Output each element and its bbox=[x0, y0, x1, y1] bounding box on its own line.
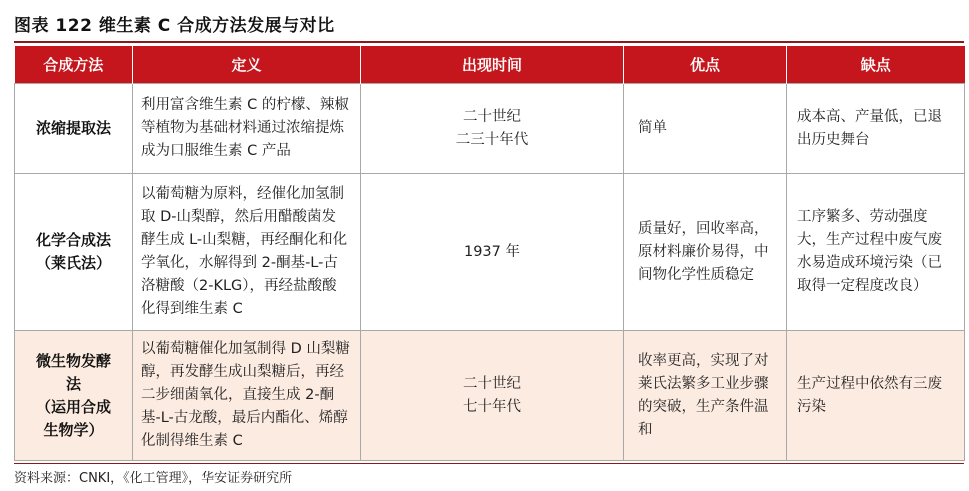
pros-cell: 收率更高，实现了对莱氏法繁多工业步骤的突破，生产条件温和 bbox=[624, 331, 787, 461]
header-definition: 定义 bbox=[133, 46, 361, 84]
pros-cell: 质量好，回收率高，原材料廉价易得，中间物化学性质稳定 bbox=[624, 174, 787, 331]
cons-cell: 成本高、产量低，已退出历史舞台 bbox=[787, 84, 965, 174]
comparison-table bbox=[14, 46, 965, 461]
pros-cell: 简单 bbox=[624, 84, 787, 174]
method-cell bbox=[15, 174, 133, 331]
time-line: 二十世纪 bbox=[463, 108, 521, 125]
table-row bbox=[15, 84, 965, 174]
title-divider bbox=[14, 41, 964, 43]
figure-title: 图表 122 维生素 C 合成方法发展与对比 bbox=[14, 16, 335, 36]
method-line: 法 bbox=[65, 374, 81, 393]
header-time: 出现时间 bbox=[361, 46, 624, 84]
time-cell bbox=[361, 84, 624, 174]
method-line: 微生物发酵 bbox=[35, 351, 111, 370]
cons-cell: 工序繁多、劳动强度大，生产过程中废气废水易造成环境污染（已取得一定程度改良） bbox=[787, 174, 965, 331]
time-line: 二三十年代 bbox=[455, 131, 529, 148]
method-line: 化学合成法 bbox=[35, 231, 111, 249]
time-line: 二十世纪 bbox=[463, 375, 521, 392]
time-line: 1937 年 bbox=[463, 243, 520, 260]
table-row bbox=[15, 174, 965, 331]
time-cell bbox=[361, 174, 624, 331]
source-note: 资料来源：CNKI，《化工管理》，华安证券研究所 bbox=[14, 463, 964, 486]
header-method: 合成方法 bbox=[15, 46, 133, 84]
cons-cell: 生产过程中依然有三废污染 bbox=[787, 331, 965, 461]
header-pros: 优点 bbox=[624, 46, 787, 84]
method-line: （运用合成 bbox=[35, 397, 111, 416]
method-cell bbox=[15, 84, 133, 174]
method-cell bbox=[15, 331, 133, 461]
definition-cell: 以葡萄糖催化加氢制得 D 山梨糖醇，再发酵生成山梨糖后，再经二步细菌氧化，直接生成 2-酮基-L-古龙酸，最后内酯化、烯醇化制得维生素 C bbox=[133, 331, 361, 461]
table-header-row bbox=[15, 46, 965, 84]
method-line: 生物学） bbox=[43, 420, 104, 439]
time-line: 七十年代 bbox=[463, 398, 521, 415]
definition-cell: 以葡萄糖为原料，经催化加氢制取 D-山梨醇，然后用醋酸菌发酵生成 L-山梨糖，再经酮化和化学氧化，水解得到 2-酮基-L-古洛糖酸（2-KLG），再经盐酸酸化得到维生素 C bbox=[133, 174, 361, 331]
method-line: （莱氏法） bbox=[35, 254, 111, 272]
header-cons: 缺点 bbox=[787, 46, 965, 84]
table-row bbox=[15, 331, 965, 461]
time-cell bbox=[361, 331, 624, 461]
definition-cell: 利用富含维生素 C 的柠檬、辣椒等植物为基础材料通过浓缩提炼成为口服维生素 C 产品 bbox=[133, 84, 361, 174]
method-line: 浓缩提取法 bbox=[35, 119, 111, 137]
